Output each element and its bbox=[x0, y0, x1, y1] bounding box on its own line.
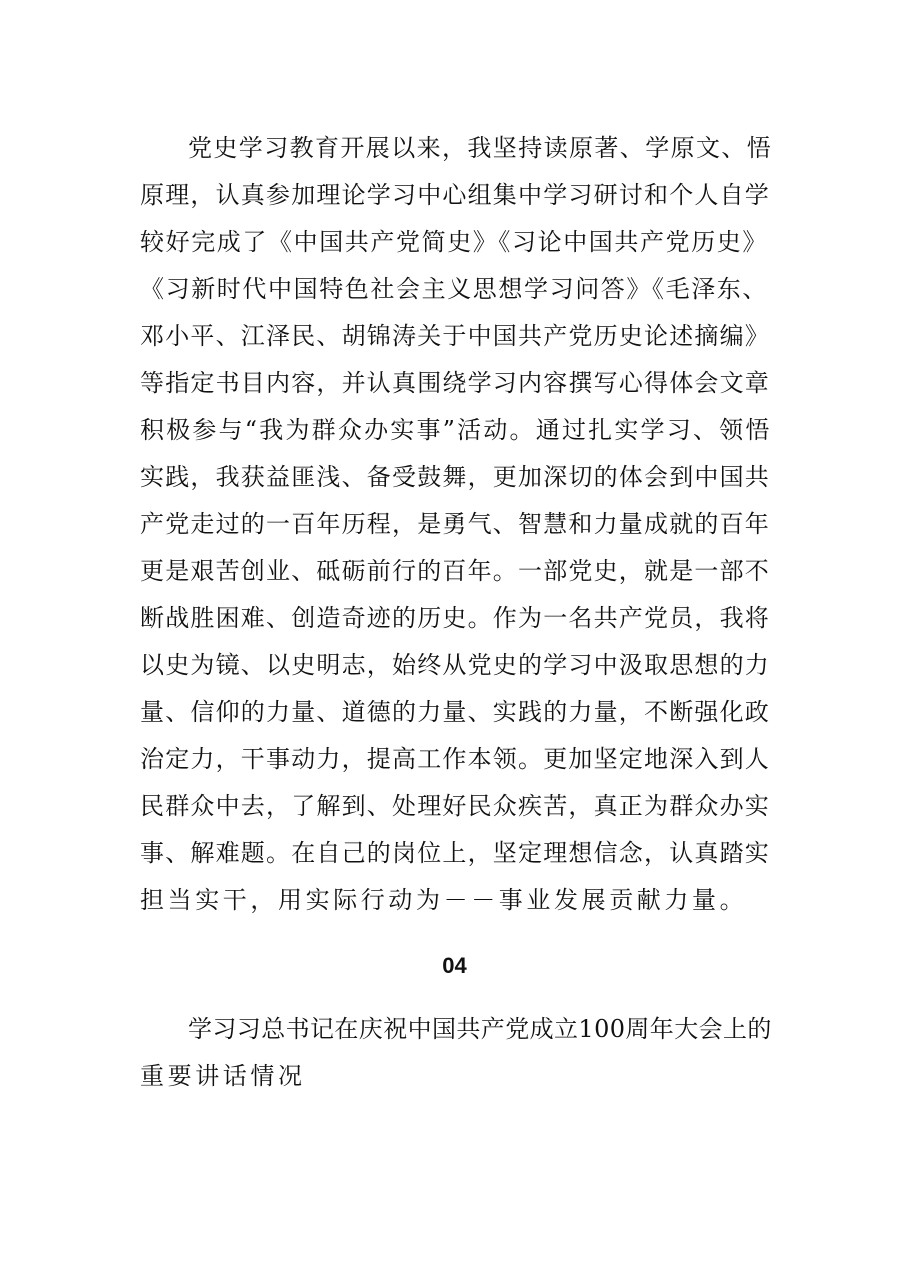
paragraph-line: 学习习总书记在庆祝中国共产党成立100周年大会上的 bbox=[188, 1015, 772, 1043]
paragraph-speech-study bbox=[140, 1006, 772, 1100]
paragraph-line: 断战胜困难、创造奇迹的历史。作为一名共产党员，我将 bbox=[140, 604, 770, 632]
paragraph-line: 实践，我获益匪浅、备受鼓舞，更加深切的体会到中国共 bbox=[140, 463, 770, 491]
paragraph-line: 以史为镜、以史明志，始终从党史的学习中汲取思想的力 bbox=[140, 651, 770, 679]
paragraph-line: 治定力，干事动力，提高工作本领。更加坚定地深入到人 bbox=[140, 745, 770, 773]
paragraph-line: 积极参与“我为群众办实事”活动。通过扎实学习、领悟 bbox=[140, 416, 772, 444]
paragraph-line: 重要讲话情况 bbox=[140, 1062, 306, 1090]
paragraph-line: 担当实干，用实际行动为－－事业发展贡献力量。 bbox=[140, 886, 748, 914]
section-number: 04 bbox=[442, 953, 467, 978]
paragraph-line: 等指定书目内容，并认真围绕学习内容撰写心得体会文章 bbox=[140, 369, 770, 397]
paragraph-line: 党史学习教育开展以来，我坚持读原著、学原文、悟 bbox=[188, 134, 773, 162]
paragraph-line: 事、解难题。在自己的岗位上，坚定理想信念，认真踏实 bbox=[140, 839, 770, 867]
paragraph-line: 民群众中去，了解到、处理好民众疾苦，真正为群众办实 bbox=[140, 792, 770, 820]
paragraph-line: 原理，认真参加理论学习中心组集中学习研讨和个人自学 bbox=[140, 181, 770, 209]
paragraph-party-history-study bbox=[140, 125, 772, 924]
paragraph-line: 邓小平、江泽民、胡锦涛关于中国共产党历史论述摘编》 bbox=[140, 322, 770, 350]
paragraph-line: 产党走过的一百年历程，是勇气、智慧和力量成就的百年 bbox=[140, 510, 770, 538]
paragraph-line: 《习新时代中国特色社会主义思想学习问答》《毛泽东、 bbox=[140, 275, 768, 303]
paragraph-line: 量、信仰的力量、道德的力量、实践的力量，不断强化政 bbox=[140, 698, 770, 726]
paragraph-line: 较好完成了《中国共产党简史》《习论中国共产党历史》 bbox=[140, 228, 768, 256]
paragraph-line: 更是艰苦创业、砥砺前行的百年。一部党史，就是一部不 bbox=[140, 557, 770, 585]
